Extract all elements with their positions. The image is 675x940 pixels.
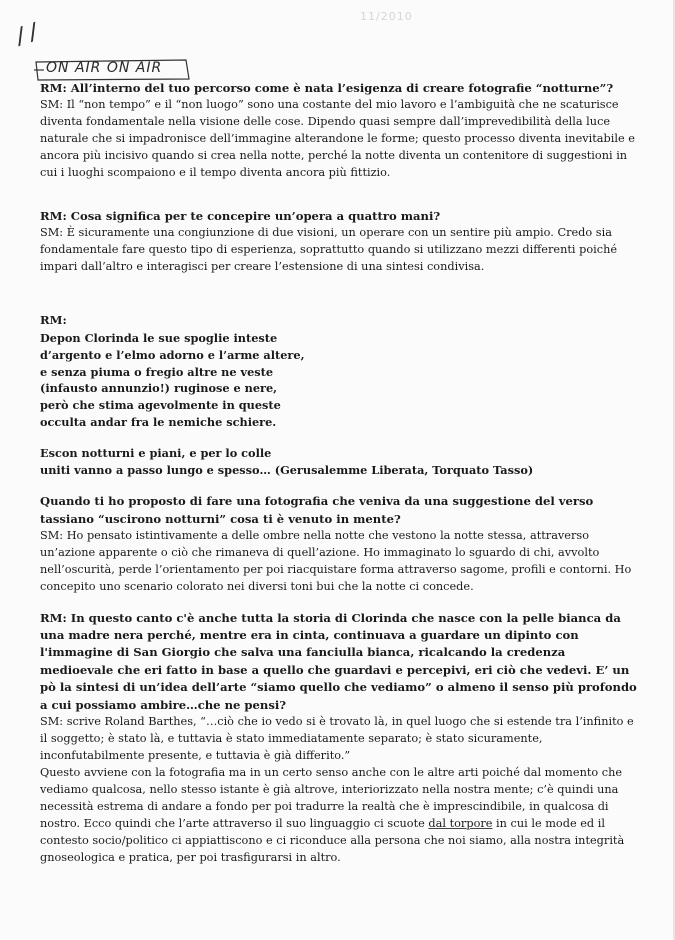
poem-line: e senza piuma o fregio altre ne veste (40, 364, 274, 379)
question-2: RM: Cosa significa per te concepire un’opera a quattro mani? (40, 209, 441, 224)
answer-4-barthes-quote: SM: scrive Roland Barthes, “…ciò che io vedo si è trovato là, in quel luogo che si estende tra l’infinito e il soggetto; è stato là, e tuttavia è stato immediatamente separato; è stato sicuramente, inconfutabilmente presente, e tuttavia è già differito.” (40, 715, 634, 762)
answer-4-text-b: in cui le mode ed il contesto socio/politico ci appiattiscono e ci riconduce alla persona che noi siamo, alla nostra integrità gnoseologica e pratica, per poi trasfigurarsi in altro. (40, 816, 625, 864)
interview-body (40, 80, 640, 866)
answer-2: SM: È sicuramente una congiunzione di due visioni, un operare con un sentire più ampio. Credo sia fondamentale fare questo tipo di esperienza, soprattutto quando si utilizzano mezzi differenti poiché impari dall’altro e interagisci per creare l’estensione di una sintesi condivisa. (40, 226, 618, 274)
poem-line: però che stima agevolmente in queste (40, 398, 281, 413)
answer-3: SM: Ho pensato istintivamente a delle ombre nella notte che vestono la notte stessa, attraverso un’azione apparente o ciò che rimaneva di quell’azione. Ho immaginato lo sguardo di chi, avvolto nell’oscurità, perde l’orientamento per poi riacquistare forma attraverso sagome, profili e contorni. Ho concepito uno scenario colorato nei diversi toni bui che la notte ci concede. (40, 528, 632, 593)
verse-line: uniti vanno a passo lungo e spesso… (Gerusalemme Liberata, Torquato Tasso) (40, 463, 534, 478)
poem-line: Depon Clorinda le sue spoglie inteste (40, 330, 278, 345)
faint-header-text: 11/2010 (360, 10, 413, 23)
verse-line: Escon notturni e piani, e per lo colle (40, 446, 272, 461)
poem-line: d’argento e l’elmo adorno e l’arme altere, (40, 347, 305, 362)
question-4: RM: In questo canto c'è anche tutta la storia di Clorinda che nasce con la pelle bianca da una madre nera perché, mentre era in cinta, continuava a guardare un dipinto con l'immagine di San Giorgio che salva una fanciulla bianca, ricalcando la credenza medioevale che eri fatto in base a quello che guardavi e percepivi, eri ciò che vedevi. E’ un pò la sintesi di un’idea dell’arte “siamo quello che vediamo” o almeno il senso più profondo a cui possiamo ambire…che ne pensi? (40, 610, 637, 712)
handwritten-onair-tag (34, 58, 189, 80)
question-1: RM: All’interno del tuo percorso come è nata l’esigenza di creare fotografie “notturne”? (40, 81, 614, 95)
tasso-verse-quote (40, 445, 640, 479)
poem-line: (infausto annunzio!) ruginose e nere, (40, 381, 278, 396)
speaker-rm: RM: (40, 313, 67, 328)
answer-4-continuation (40, 765, 640, 867)
poem-line: occulta andar fra le nemiche schiere. (40, 415, 277, 430)
answer-4-text-a: Questo avviene con la fotografia ma in un certo senso anche con le altre arti poiché dal momento che vediamo qualcosa, nello stesso istante è già altrove, interiorizzato nella nostra mente; c’è quindi una necessità estrema di andare a fondo per poi tradurre la realtà che è imprescindibile, in qualcosa di nostro. Ecco quindi che l’arte attraverso il suo linguaggio ci scuote (40, 765, 623, 830)
handwritten-underline-phrase: dal torpore (428, 816, 493, 830)
onair-text: ON AIR ON AIR (46, 60, 163, 76)
answer-1: SM: Il “non tempo” e il “non luogo” sono una costante del mio lavoro e l’ambiguità che ne scaturisce diventa fondamentale nella visione delle cose. Dipendo quasi sempre dall’imprevedibilità della luce naturale che si impadronisce dell’immagine alterandone le forme; questo processo diventa inevitabile e ancora più incisivo quando si crea nella notte, perché la notte diventa un contenitore di suggestioni in cui i luoghi scompaiono e il tempo diventa ancora più fittizio. (40, 98, 635, 180)
tasso-poem-stanza (40, 330, 640, 432)
question-3: Quando ti ho proposto di fare una fotografia che veniva da una suggestione del verso tassiano “uscirono notturni” cosa ti è venuto in mente? (40, 494, 594, 526)
handwritten-corner-mark: // (10, 18, 44, 51)
